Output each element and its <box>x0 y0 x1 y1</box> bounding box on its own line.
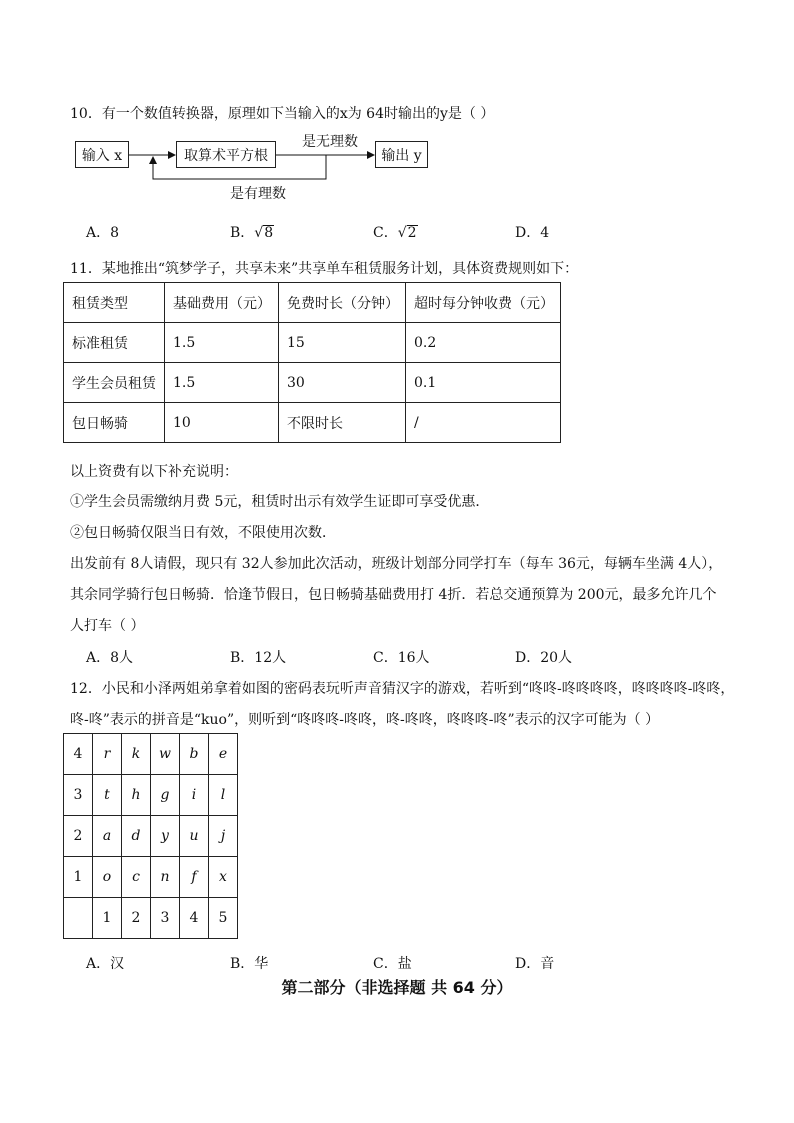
grid-col-number: 1 <box>93 898 122 939</box>
table-cell: 包日畅骑 <box>64 403 165 443</box>
q10-stem: 10．有一个数值转换器，原理如下当输入的x为 64时输出的y是（ ） <box>70 106 495 122</box>
q10-option-c-radicand: 2 <box>407 225 417 241</box>
q11-option-d: D．20人 <box>515 650 573 666</box>
input-box-label: 输入 x <box>81 147 123 164</box>
q10-option-d: D．4 <box>515 225 550 241</box>
table-cell: 学生会员租赁 <box>64 363 165 403</box>
q12-option-b: B．华 <box>230 956 269 972</box>
q12-option-a: A．汉 <box>86 956 125 972</box>
table-cell: 1.5 <box>165 323 279 363</box>
table-cell: 30 <box>279 363 406 403</box>
grid-letter: c <box>122 857 151 898</box>
table-cell: 15 <box>279 323 406 363</box>
part2-heading: 第二部分（非选择题 共 64 分） <box>281 978 513 997</box>
table-row <box>64 363 561 403</box>
grid-letter: u <box>180 816 209 857</box>
grid-letter: f <box>180 857 209 898</box>
q11-option-b: B．12人 <box>230 650 287 666</box>
flow-arrows <box>0 0 794 220</box>
q11-option-a: A．8人 <box>86 650 134 666</box>
q10-option-b-prefix: B． <box>230 225 255 241</box>
grid-letter: g <box>151 775 180 816</box>
grid-letter: r <box>93 734 122 775</box>
table-row <box>64 323 561 363</box>
grid-letter: e <box>209 734 238 775</box>
q11-paragraph-3: 人打车（ ） <box>70 618 145 634</box>
q10-option-c <box>373 222 418 242</box>
process-box-label: 取算术平方根 <box>184 147 268 164</box>
table-cell: 标准租赁 <box>64 323 165 363</box>
grid-row-number: 1 <box>64 857 93 898</box>
grid-letter: x <box>209 857 238 898</box>
grid-corner <box>64 898 93 939</box>
q11-note-1: ①学生会员需缴纳月费 5元，租赁时出示有效学生证即可享受优惠． <box>70 494 490 510</box>
table-row <box>64 403 561 443</box>
table-cell: / <box>406 403 561 443</box>
grid-letter: h <box>122 775 151 816</box>
grid-row <box>64 734 238 775</box>
q10-option-b-radicand: 8 <box>264 225 274 241</box>
grid-row-number: 4 <box>64 734 93 775</box>
grid-row <box>64 775 238 816</box>
label-irrational: 是无理数 <box>302 134 358 150</box>
table-cell: 不限时长 <box>279 403 406 443</box>
q12-stem-line-2: 咚-咚”表示的拼音是“kuo”，则听到“咚咚咚-咚咚，咚-咚咚，咚咚咚-咚”表示的汉字可能为（ ） <box>70 712 660 728</box>
q10-option-b <box>230 222 274 242</box>
grid-letter: i <box>180 775 209 816</box>
fee-table <box>63 282 561 443</box>
grid-letter: j <box>209 816 238 857</box>
q11-note-intro: 以上资费有以下补充说明： <box>70 464 238 480</box>
grid-letter: d <box>122 816 151 857</box>
grid-letter: k <box>122 734 151 775</box>
q12-stem-line-1: 12．小民和小泽两姐弟拿着如图的密码表玩听声音猜汉字的游戏，若听到“咚咚-咚咚咚咚，咚咚咚咚-咚咚， <box>70 681 735 697</box>
grid-col-number: 2 <box>122 898 151 939</box>
q11-stem: 11．某地推出“筑梦学子，共享未来”共享单车租赁服务计划，具体资费规则如下： <box>70 261 579 277</box>
grid-row-number: 2 <box>64 816 93 857</box>
table-header: 基础费用（元） <box>165 283 279 323</box>
grid-row <box>64 857 238 898</box>
grid-row-number: 3 <box>64 775 93 816</box>
table-header: 超时每分钟收费（元） <box>406 283 561 323</box>
grid-letter: b <box>180 734 209 775</box>
q11-note-2: ②包日畅骑仅限当日有效，不限使用次数． <box>70 525 336 541</box>
cipher-grid <box>63 733 238 939</box>
label-rational: 是有理数 <box>230 186 286 202</box>
grid-letter: a <box>93 816 122 857</box>
q10-option-c-prefix: C． <box>373 225 398 241</box>
grid-letter: o <box>93 857 122 898</box>
grid-letter: w <box>151 734 180 775</box>
grid-row <box>64 816 238 857</box>
grid-col-number: 3 <box>151 898 180 939</box>
table-cell: 1.5 <box>165 363 279 403</box>
table-header: 租赁类型 <box>64 283 165 323</box>
sqrt-symbol: √ <box>254 225 264 241</box>
q11-paragraph-1: 出发前有 8人请假，现只有 32人参加此次活动，班级计划部分同学打车（每车 36元，每辆车坐满 4人）， <box>70 556 723 572</box>
q12-option-c: C．盐 <box>373 956 412 972</box>
q10-option-a: A．8 <box>86 225 120 241</box>
table-cell: 0.1 <box>406 363 561 403</box>
sqrt-symbol: √ <box>397 225 407 241</box>
table-header-row <box>64 283 561 323</box>
arrow-loop-back <box>153 155 326 179</box>
q11-paragraph-2: 其余同学骑行包日畅骑．恰逢节假日，包日畅骑基础费用打 4折．若总交通预算为 200元，最多允许几个 <box>70 587 717 603</box>
q12-option-d: D．音 <box>515 956 555 972</box>
grid-letter: t <box>93 775 122 816</box>
table-cell: 0.2 <box>406 323 561 363</box>
q11-option-c: C．16人 <box>373 650 430 666</box>
grid-letter: n <box>151 857 180 898</box>
table-header: 免费时长（分钟） <box>279 283 406 323</box>
grid-col-number: 4 <box>180 898 209 939</box>
table-cell: 10 <box>165 403 279 443</box>
grid-letter: y <box>151 816 180 857</box>
grid-letter: l <box>209 775 238 816</box>
grid-footer-row <box>64 898 238 939</box>
output-box-label: 输出 y <box>381 147 422 164</box>
grid-col-number: 5 <box>209 898 238 939</box>
